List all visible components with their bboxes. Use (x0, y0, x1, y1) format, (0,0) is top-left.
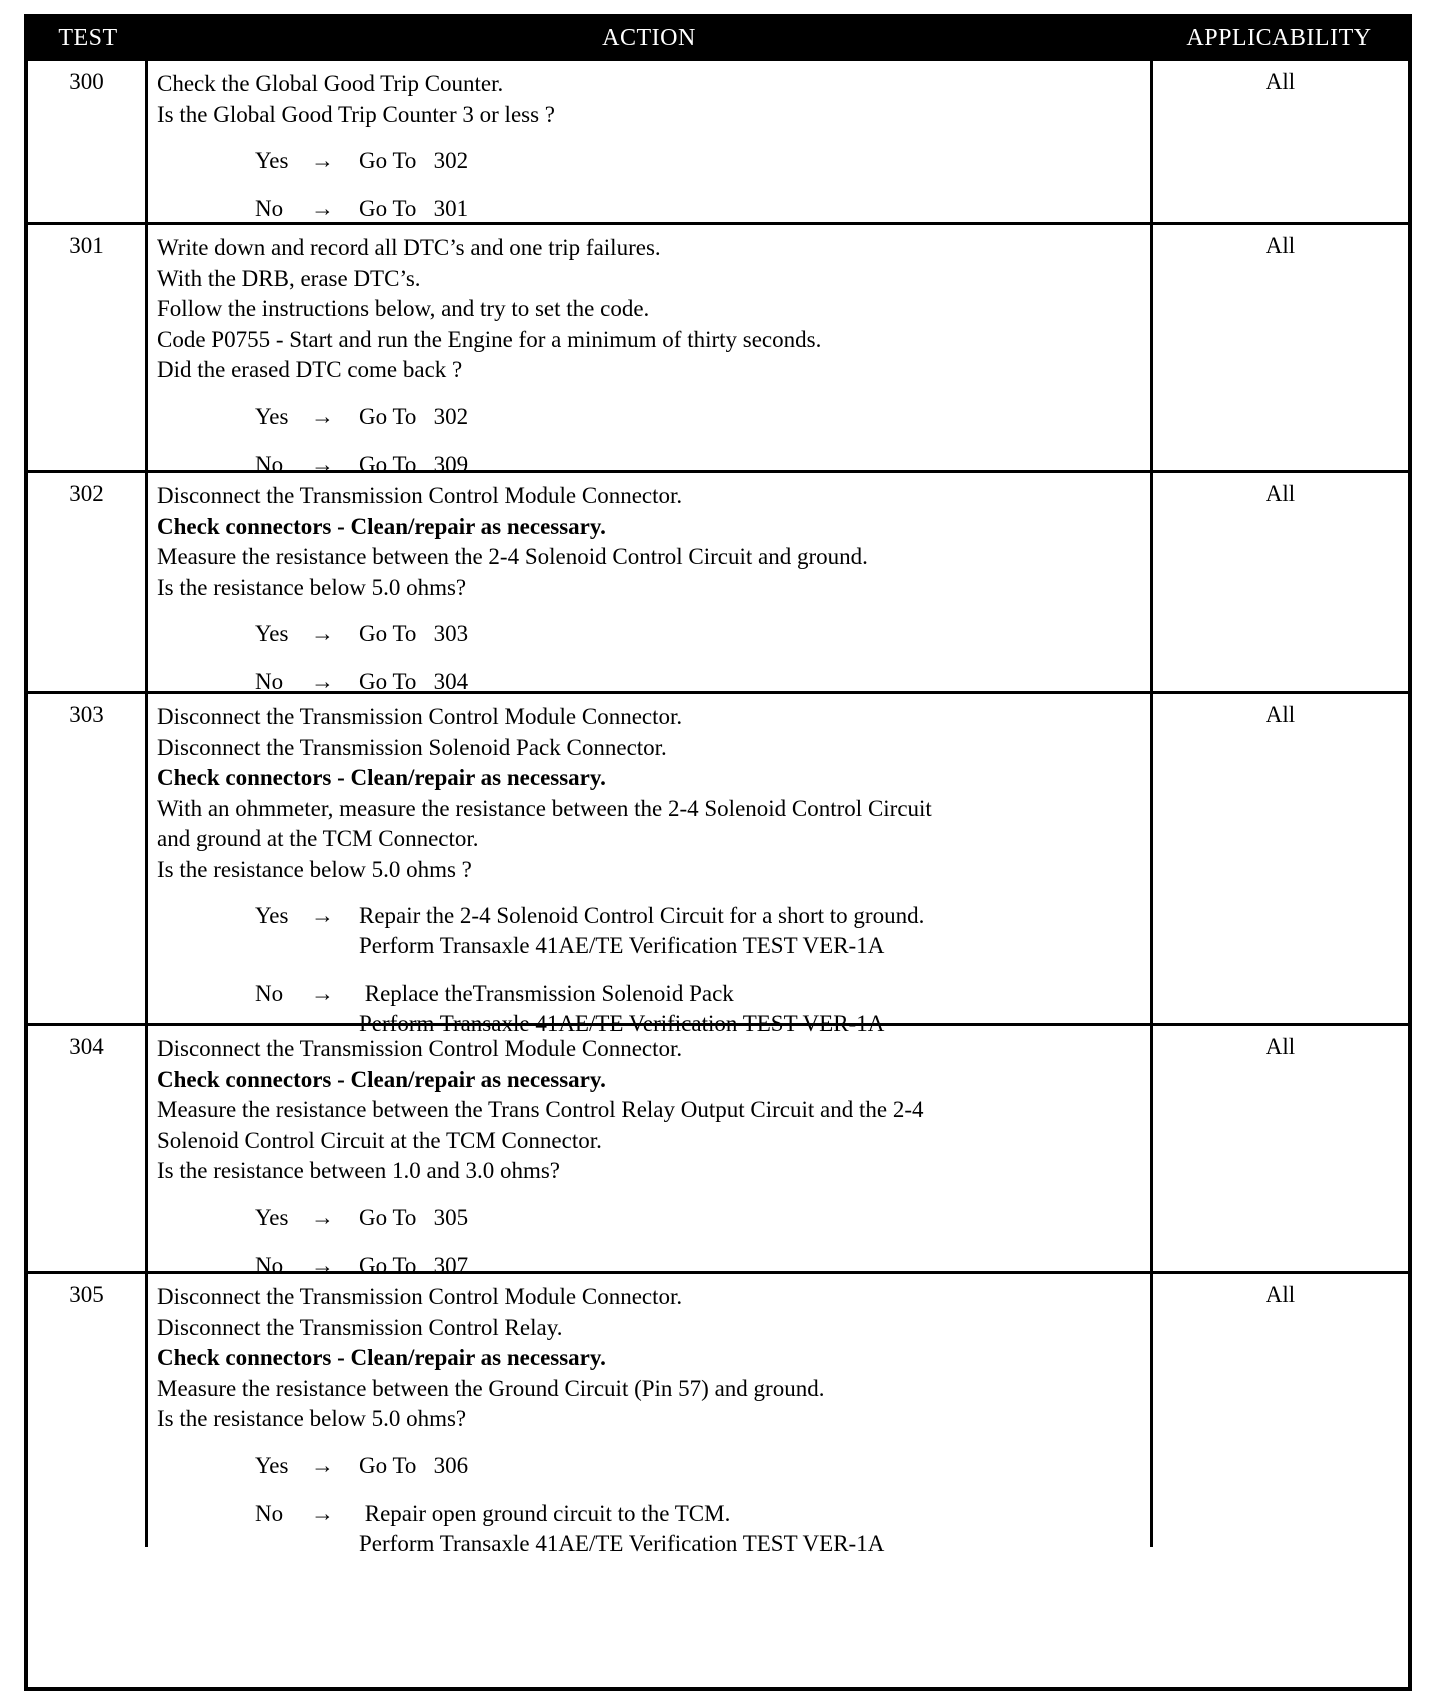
table-row (28, 1023, 1408, 1278)
right-arrow-icon: → (311, 148, 334, 173)
action-line: Check connectors - Clean/repair as necessary. (157, 1066, 606, 1092)
action-line: Check connectors - Clean/repair as necessary. (157, 513, 606, 539)
table-body (28, 58, 1408, 1556)
right-arrow-icon: → (311, 1252, 334, 1278)
answer-result-line: Go To 309 (359, 451, 469, 477)
answer-list (157, 402, 1142, 480)
answer-yes (157, 402, 1142, 432)
action-line: Measure the resistance between the Ground Circuit (Pin 57) and ground. (157, 1375, 825, 1401)
action-cell (148, 694, 1150, 1036)
action-line: Check the Global Good Trip Counter. (157, 71, 504, 96)
answer-result-line: Repair the 2-4 Solenoid Control Circuit for a short to ground. (359, 903, 925, 928)
action-line: Did the erased DTC come back ? (157, 357, 463, 382)
answer-key: Yes (255, 903, 289, 928)
action-line: Is the Global Good Trip Counter 3 or less ? (157, 101, 556, 127)
right-arrow-icon: → (311, 451, 334, 477)
action-cell (148, 473, 1150, 694)
action-line: Is the resistance below 5.0 ohms? (157, 574, 467, 600)
right-arrow-icon: → (311, 669, 334, 694)
answer-result-line: Repair open ground circuit to the TCM. (359, 1500, 731, 1526)
action-cell (148, 1274, 1150, 1556)
answer-key: No (255, 669, 284, 694)
applicability-cell: All (1150, 694, 1408, 1023)
answer-key: No (255, 981, 284, 1006)
answer-result-line: Go To 305 (359, 1204, 469, 1230)
answer-result (359, 901, 1142, 961)
test-number: 300 (28, 61, 148, 222)
right-arrow-icon: → (311, 1452, 334, 1478)
answer-result-line: Go To 302 (359, 148, 469, 173)
answer-yes (157, 146, 1142, 176)
answer-result-line: Go To 306 (359, 1452, 469, 1478)
action-line: Solenoid Control Circuit at the TCM Connector. (157, 1127, 602, 1153)
applicability-cell: All (1150, 1026, 1408, 1271)
test-number: 303 (28, 694, 148, 1023)
right-arrow-icon: → (311, 981, 334, 1006)
action-line: Code P0755 - Start and run the Engine for a minimum of thirty seconds. (157, 326, 822, 352)
applicability-cell: All (1150, 61, 1408, 222)
answer-result (359, 1499, 1142, 1559)
action-line: and ground at the TCM Connector. (157, 826, 479, 851)
answer-result (359, 667, 1142, 697)
right-arrow-icon: → (311, 903, 334, 928)
action-line: Is the resistance between 1.0 and 3.0 ohms? (157, 1158, 561, 1183)
action-line: Disconnect the Transmission Control Module Connector. (157, 1284, 683, 1309)
answer-key: Yes (255, 403, 289, 429)
answer-result-line: Perform Transaxle 41AE/TE Verification TEST VER-1A (359, 1530, 885, 1556)
action-line: With the DRB, erase DTC’s. (157, 265, 421, 291)
test-number: 302 (28, 473, 148, 691)
table-header (28, 18, 1408, 58)
answer-yes (157, 1451, 1142, 1481)
answer-no (157, 667, 1142, 697)
answer-list (157, 1203, 1142, 1281)
applicability-cell: All (1150, 225, 1408, 470)
header-applicability: APPLICABILITY (1186, 24, 1372, 51)
applicability-cell: All (1150, 1274, 1408, 1547)
answer-result-line: Go To 302 (359, 403, 469, 429)
answer-no (157, 1499, 1142, 1559)
answer-list (157, 146, 1142, 224)
table-row (28, 470, 1408, 694)
action-line: Measure the resistance between the 2-4 Solenoid Control Circuit and ground. (157, 544, 868, 569)
answer-key: Yes (255, 1204, 289, 1230)
answer-result (359, 1451, 1142, 1481)
action-line: Disconnect the Transmission Control Relay. (157, 1314, 563, 1340)
header-action: ACTION (602, 24, 696, 51)
answer-result (359, 1203, 1142, 1233)
answer-result-line: Go To 303 (359, 621, 469, 646)
action-cell (148, 61, 1150, 222)
table-row (28, 58, 1408, 222)
test-number: 304 (28, 1026, 148, 1271)
table-row (28, 222, 1408, 477)
answer-list (157, 1451, 1142, 1559)
test-number: 301 (28, 225, 148, 470)
answer-key: No (255, 1500, 284, 1526)
answer-result-line: Go To 301 (359, 196, 469, 221)
answer-result (359, 194, 1142, 224)
action-cell (148, 1026, 1150, 1278)
diagnostic-table (24, 14, 1412, 1691)
answer-key: No (255, 1252, 284, 1278)
answer-result-line: Go To 307 (359, 1252, 469, 1278)
answer-key: Yes (255, 1452, 289, 1478)
answer-key: Yes (255, 621, 289, 646)
right-arrow-icon: → (311, 1204, 334, 1230)
action-line: Disconnect the Transmission Solenoid Pack Connector. (157, 734, 667, 760)
action-line: Check connectors - Clean/repair as necessary. (157, 765, 606, 790)
answer-yes (157, 1203, 1142, 1233)
table-row (28, 1271, 1408, 1556)
right-arrow-icon: → (311, 621, 334, 646)
answer-result-line: Replace theTransmission Solenoid Pack (359, 981, 734, 1006)
action-line: Disconnect the Transmission Control Module Connector. (157, 1036, 683, 1061)
answer-result (359, 619, 1142, 649)
answer-result (359, 146, 1142, 176)
right-arrow-icon: → (311, 403, 334, 429)
right-arrow-icon: → (311, 196, 334, 221)
right-arrow-icon: → (311, 1500, 334, 1526)
answer-key: No (255, 451, 284, 477)
action-cell (148, 225, 1150, 477)
answer-yes (157, 901, 1142, 961)
test-number: 305 (28, 1274, 148, 1547)
action-line: Follow the instructions below, and try to set the code. (157, 296, 650, 321)
applicability-cell: All (1150, 473, 1408, 691)
answer-list (157, 901, 1142, 1039)
answer-result-line: Go To 304 (359, 669, 469, 694)
action-line: Disconnect the Transmission Control Module Connector. (157, 483, 683, 508)
action-line: With an ohmmeter, measure the resistance between the 2-4 Solenoid Control Circuit (157, 795, 932, 821)
table-row (28, 691, 1408, 1036)
action-line: Disconnect the Transmission Control Module Connector. (157, 704, 683, 729)
answer-list (157, 619, 1142, 697)
answer-no (157, 194, 1142, 224)
answer-yes (157, 619, 1142, 649)
answer-result (359, 402, 1142, 432)
answer-key: No (255, 196, 284, 221)
header-test: TEST (58, 24, 118, 51)
action-line: Check connectors - Clean/repair as necessary. (157, 1345, 606, 1370)
answer-result-line: Perform Transaxle 41AE/TE Verification TEST VER-1A (359, 1011, 885, 1036)
action-line: Measure the resistance between the Trans Control Relay Output Circuit and the 2-4 (157, 1097, 924, 1122)
action-line: Write down and record all DTC’s and one trip failures. (157, 235, 661, 260)
answer-key: Yes (255, 148, 289, 173)
answer-result-line: Perform Transaxle 41AE/TE Verification TEST VER-1A (359, 933, 885, 958)
action-line: Is the resistance below 5.0 ohms? (157, 1406, 467, 1431)
action-line: Is the resistance below 5.0 ohms ? (157, 856, 472, 882)
